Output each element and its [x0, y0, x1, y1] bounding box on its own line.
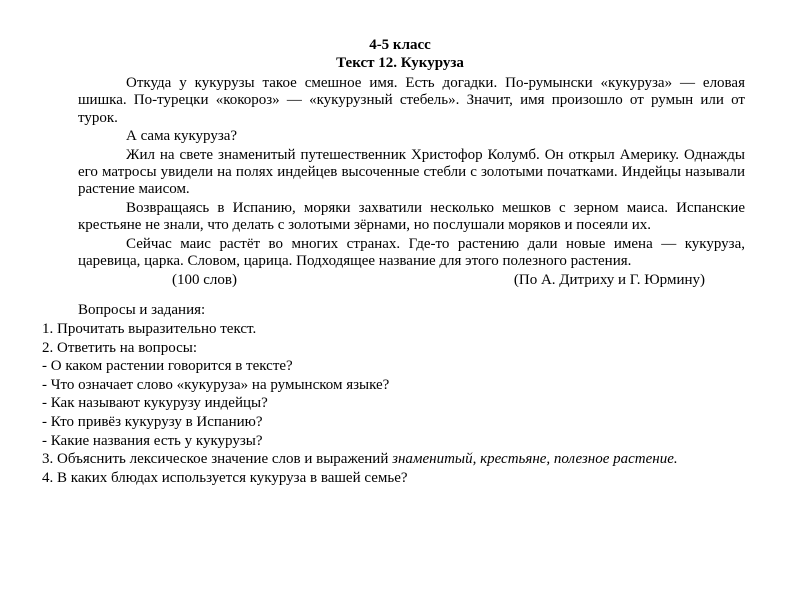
question-item: 1. Прочитать выразительно текст. [42, 321, 257, 338]
question-item: - Кто привёз кукурузу в Испанию? [42, 414, 263, 431]
paragraph: А сама кукуруза? [126, 128, 238, 145]
question-item [42, 450, 760, 469]
question-item: 4. В каких блюдах используется кукуруза в вашей семье? [42, 469, 408, 486]
paragraph: Возвращаясь в Испанию, моряки захватили несколько мешков с зерном маиса. Испанские крестьяне не знали, что делать с золотыми зёрнами, но послушали моряков и посеяли их. [78, 199, 745, 234]
vocabulary-words: знаменитый, крестьяне, полезное растение. [392, 451, 678, 468]
question-item: - Какие названия есть у кукурузы? [42, 432, 263, 449]
text-title: Текст 12. Кукуруза [336, 55, 464, 71]
question-item: - Как называют кукурузу индейцы? [42, 395, 268, 412]
questions-section [42, 301, 760, 487]
author-attribution: (По А. Дитриху и Г. Юрмину) [513, 272, 705, 289]
attribution-row [172, 271, 705, 289]
paragraph: Сейчас маис растёт во многих странах. Где-то растению дали новые имена — кукуруза, царевица, царка. Словом, царица. Подходящее название для этого полезного растения. [78, 235, 745, 270]
question-item: 2. Ответить на вопросы: [42, 339, 197, 356]
word-count: (100 слов) [172, 272, 237, 289]
paragraph: Жил на свете знаменитый путешественник Христофор Колумб. Он открыл Америку. Однажды его матросы увидели на полях индейцев высоченные стебли с золотыми початками. Индейцы называли растение маисом. [78, 146, 745, 198]
question-item: - Что означает слово «кукуруза» на румынском языке? [42, 376, 390, 393]
grade-title: 4-5 класс [369, 37, 431, 53]
story-text [78, 75, 745, 270]
document-content [0, 36, 800, 487]
paragraph: Откуда у кукурузы такое смешное имя. Есть догадки. По-румынски «кукуруза» — еловая шишка. По-турецки «кокороз» — «кукурузный стебель». Значит, имя произошло от румын или от турок. [78, 75, 745, 126]
question-item-text: 3. Объяснить лексическое значение слов и выражений [42, 451, 393, 468]
questions-heading: Вопросы и задания: [78, 302, 206, 319]
question-item: - О каком растении говорится в тексте? [42, 358, 293, 375]
